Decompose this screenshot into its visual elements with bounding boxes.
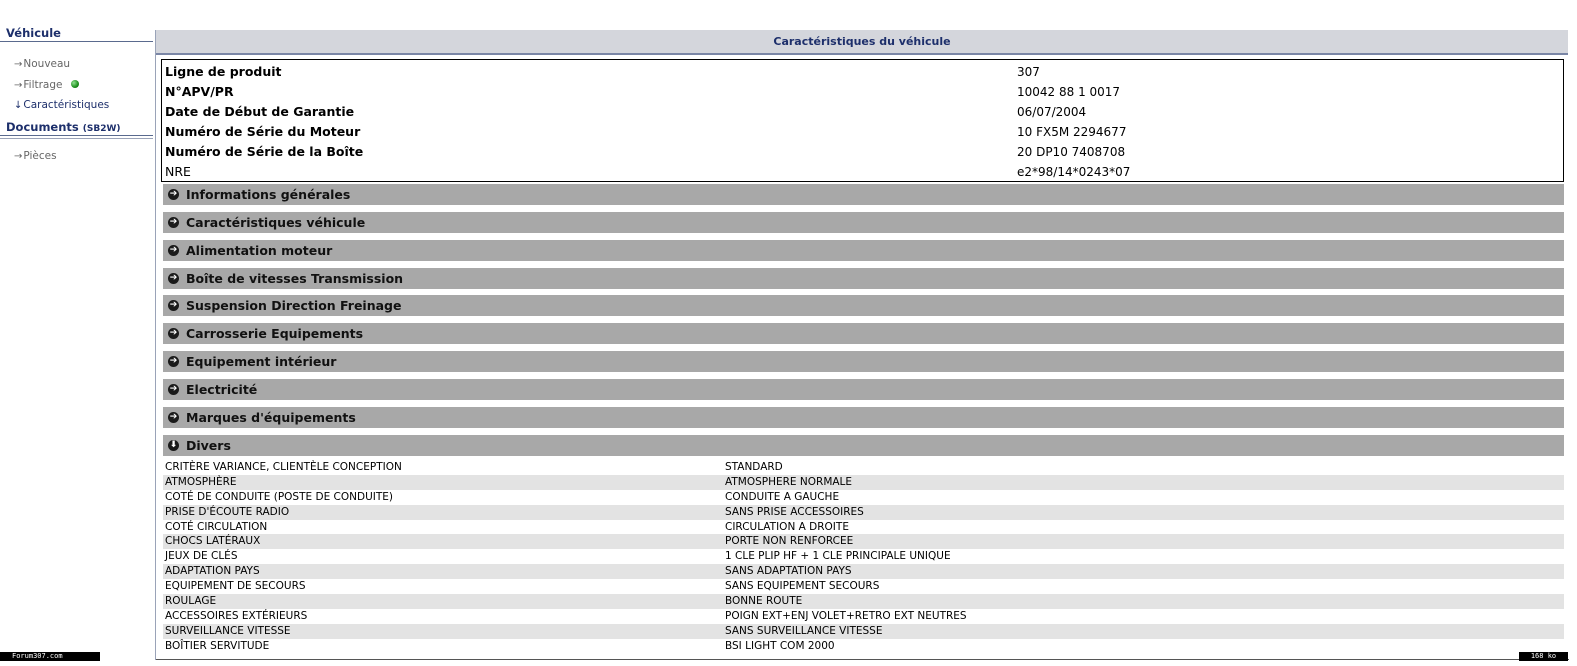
row-value: PORTE NON RENFORCEE — [725, 535, 854, 548]
section-divers[interactable] — [163, 435, 1564, 456]
section-label: Informations générales — [186, 187, 351, 202]
section-label: Alimentation moteur — [186, 242, 333, 258]
row-key: COTÉ DE CONDUITE (POSTE DE CONDUITE) — [165, 490, 394, 503]
info-row — [162, 122, 1563, 142]
info-label: Date de Début de Garantie — [165, 104, 355, 119]
sidebar-item-caracteristiques[interactable] — [14, 98, 109, 112]
section-label: Carrosserie Equipements — [186, 326, 364, 342]
arrow-right-icon: ➔ — [169, 189, 178, 199]
arrow-right-icon: → — [14, 59, 23, 70]
info-row — [162, 62, 1563, 82]
info-label: Ligne de produit — [165, 64, 282, 79]
info-row — [162, 102, 1563, 122]
info-label: NRE — [165, 164, 191, 179]
section-label: Divers — [186, 437, 231, 453]
section-list — [163, 184, 1564, 462]
divers-table — [163, 460, 1564, 654]
row-key: EQUIPEMENT DE SECOURS — [165, 580, 306, 593]
info-row — [162, 82, 1563, 102]
table-row — [163, 639, 1564, 654]
info-value: 307 — [1017, 65, 1040, 79]
table-row — [163, 505, 1564, 520]
arrow-down-icon: ⬇ — [169, 439, 178, 450]
info-label: N°APV/PR — [165, 84, 234, 99]
sidebar-item-label: Pièces — [23, 150, 57, 162]
row-value: 1 CLE PLIP HF + 1 CLE PRINCIPALE UNIQUE — [725, 550, 951, 563]
section-informations-generales[interactable] — [163, 184, 1564, 205]
table-row — [163, 534, 1564, 549]
sidebar-item-nouveau[interactable] — [14, 57, 70, 71]
footer-watermark: Forum307.com — [0, 652, 100, 661]
section-suspension-direction-freinage[interactable] — [163, 295, 1564, 316]
row-key: ROULAGE — [165, 595, 217, 608]
row-value: SANS PRISE ACCESSOIRES — [725, 505, 864, 518]
arrow-right-icon: ➔ — [169, 411, 178, 422]
row-key: CHOCS LATÉRAUX — [165, 535, 261, 548]
row-key: JEUX DE CLÉS — [165, 550, 238, 563]
sidebar-section-vehicule-label: Véhicule — [6, 26, 61, 40]
section-label: Marques d'équipements — [186, 409, 356, 425]
table-row — [163, 624, 1564, 639]
arrow-right-icon: ➔ — [169, 272, 178, 283]
sidebar-item-label: Filtrage — [23, 79, 63, 91]
arrow-right-icon: → — [14, 151, 23, 162]
row-value: CIRCULATION A DROITE — [725, 520, 849, 533]
info-row — [162, 162, 1563, 182]
info-label: Numéro de Série de la Boîte — [165, 144, 364, 159]
section-boite-de-vitesses[interactable] — [163, 268, 1564, 289]
page-title: Caractéristiques du véhicule — [156, 30, 1568, 55]
sidebar-divider — [0, 138, 153, 139]
info-value: 06/07/2004 — [1017, 105, 1087, 119]
main-panel — [155, 30, 1568, 660]
info-row — [162, 142, 1563, 162]
table-row — [163, 549, 1564, 564]
section-alimentation-moteur[interactable] — [163, 240, 1564, 261]
table-row — [163, 460, 1564, 475]
row-value: BSI LIGHT COM 2000 — [725, 639, 835, 652]
sidebar-section-vehicule-title — [0, 24, 153, 42]
info-value: 10 FX5M 2294677 — [1017, 125, 1127, 139]
vehicle-info-box — [161, 59, 1564, 182]
sidebar-item-label: Caractéristiques — [23, 99, 110, 111]
section-carrosserie-equipements[interactable] — [163, 323, 1564, 344]
table-row — [163, 609, 1564, 624]
section-label: Electricité — [186, 381, 258, 397]
info-value: e2*98/14*0243*07 — [1017, 165, 1131, 179]
table-row — [163, 579, 1564, 594]
section-caracteristiques-vehicule[interactable] — [163, 212, 1564, 233]
section-label: Caractéristiques véhicule — [186, 214, 366, 230]
row-key: COTÉ CIRCULATION — [165, 520, 268, 533]
sidebar-item-filtrage[interactable] — [14, 78, 79, 92]
section-label: Suspension Direction Freinage — [186, 298, 402, 314]
section-label: Boîte de vitesses Transmission — [186, 270, 404, 286]
arrow-right-icon: ➔ — [169, 300, 178, 311]
table-row — [163, 594, 1564, 609]
sidebar-section-documents-suffix: (SB2W) — [82, 124, 121, 134]
status-dot-icon — [71, 80, 79, 88]
sidebar-item-pieces[interactable] — [14, 149, 57, 163]
row-key: ACCESSOIRES EXTÉRIEURS — [165, 609, 308, 622]
table-row — [163, 490, 1564, 505]
row-value: ATMOSPHERE NORMALE — [725, 475, 853, 488]
arrow-right-icon: ➔ — [169, 244, 178, 255]
arrow-right-icon: ➔ — [169, 356, 178, 367]
row-key: SURVEILLANCE VITESSE — [165, 624, 291, 637]
bottom-divider — [156, 659, 1569, 660]
row-value: STANDARD — [725, 461, 783, 473]
arrow-right-icon: ➔ — [169, 383, 178, 394]
row-value: CONDUITE A GAUCHE — [725, 490, 840, 503]
row-key: ATMOSPHÈRE — [165, 475, 237, 488]
table-row — [163, 520, 1564, 535]
sidebar-item-label: Nouveau — [23, 58, 71, 70]
arrow-right-icon: → — [14, 80, 23, 91]
section-label: Equipement intérieur — [186, 354, 337, 370]
row-value: POIGN EXT+ENJ VOLET+RETRO EXT NEUTRES — [725, 609, 967, 622]
row-value: SANS ADAPTATION PAYS — [725, 565, 852, 578]
info-value: 20 DP10 7408708 — [1017, 145, 1126, 159]
info-value: 10042 88 1 0017 — [1017, 85, 1121, 99]
table-row — [163, 475, 1564, 490]
row-value: BONNE ROUTE — [725, 595, 803, 608]
arrow-right-icon: ➔ — [169, 328, 178, 339]
arrow-down-icon: ↓ — [14, 100, 23, 111]
info-label: Numéro de Série du Moteur — [165, 124, 361, 139]
row-key: ADAPTATION PAYS — [165, 565, 260, 578]
section-equipement-interieur[interactable] — [163, 351, 1564, 372]
footer-size-badge: 168 ko — [1519, 652, 1568, 661]
section-marques-equipements[interactable] — [163, 407, 1564, 428]
sidebar-section-documents-label: Documents — [6, 120, 79, 134]
sidebar — [0, 0, 153, 666]
row-value: SANS SURVEILLANCE VITESSE — [725, 624, 883, 637]
table-row — [163, 564, 1564, 579]
row-key: CRITÈRE VARIANCE, CLIENTÈLE CONCEPTION — [165, 461, 402, 473]
row-value: SANS EQUIPEMENT SECOURS — [725, 580, 880, 593]
row-key: PRISE D'ÉCOUTE RADIO — [165, 505, 290, 518]
sidebar-section-documents-title — [0, 118, 153, 136]
arrow-right-icon: ➔ — [169, 216, 178, 227]
section-electricite[interactable] — [163, 379, 1564, 400]
row-key: BOÎTIER SERVITUDE — [165, 639, 270, 652]
